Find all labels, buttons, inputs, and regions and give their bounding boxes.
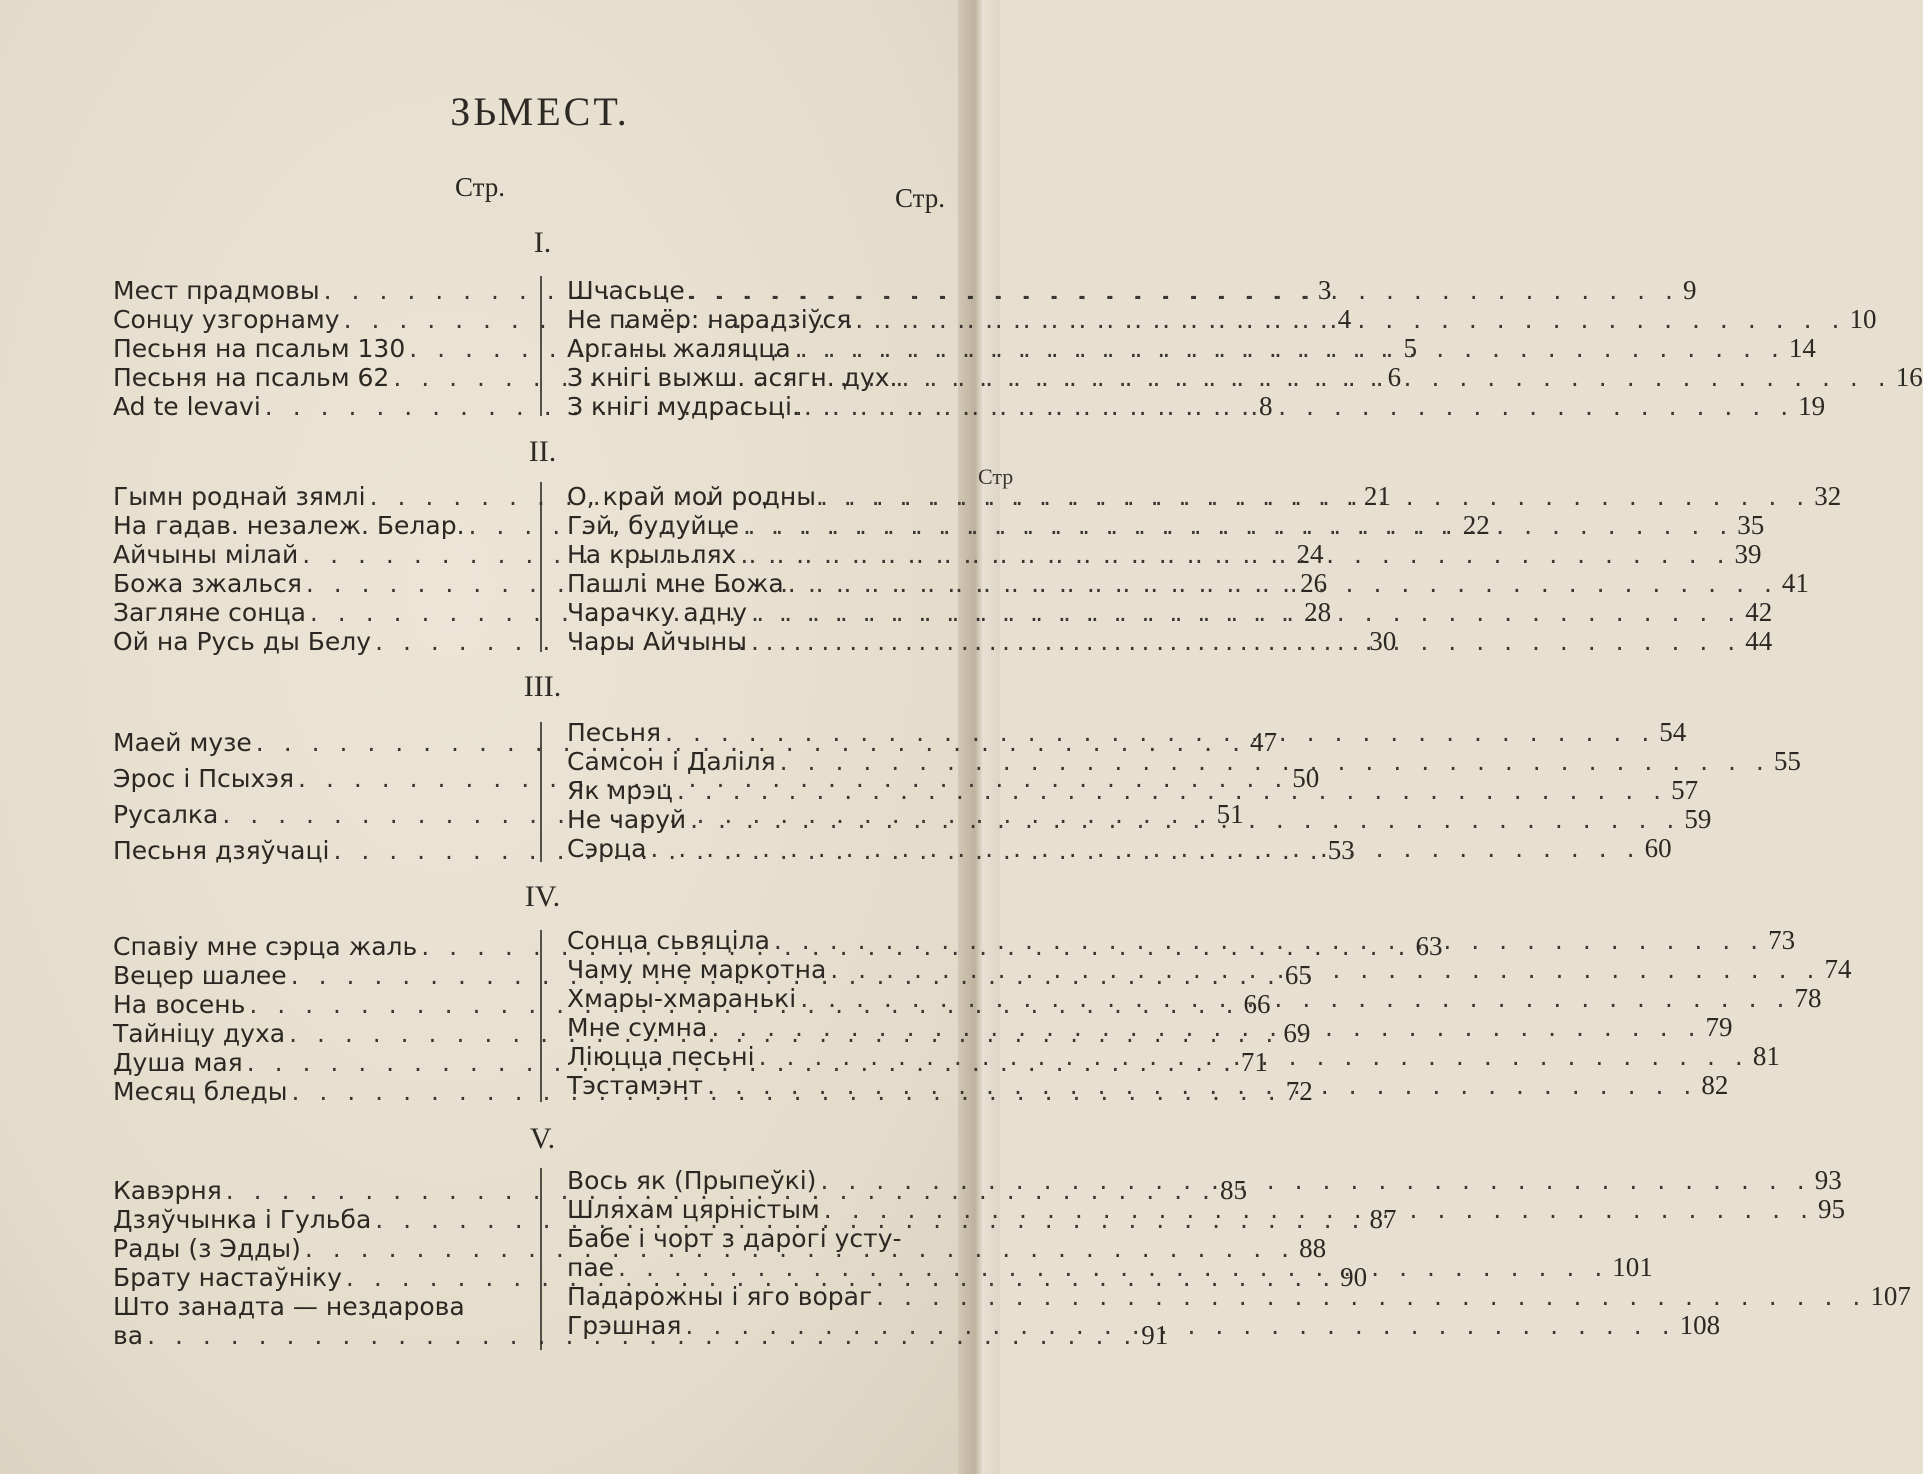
toc-entry: Арганы жаляцца . . . 14 (567, 334, 952, 363)
toc-entry: Русалка . . . 51 (113, 796, 513, 832)
section-number-1: I. (533, 226, 552, 259)
toc-entry: Сонца сьвяціла . . . 73 (567, 926, 952, 955)
section-number-5: V. (529, 1122, 556, 1155)
toc-entry: Песьня на псальм 130 . . . 5 (113, 334, 513, 363)
toc-entry: Тэстамэнт . . . 82 (567, 1071, 952, 1100)
toc-entry: Падарожны і яго вораг . . . 107 (567, 1282, 952, 1311)
section-number-4: IV. (524, 880, 561, 913)
toc-entry: Чарачку адну . . . 42 (567, 598, 952, 627)
toc-entry: На восень . . . 66 (113, 990, 513, 1019)
section-number-3: III. (523, 670, 562, 703)
toc-entry: Шляхам цярністым . . . 95 (567, 1195, 952, 1224)
toc-entry: На гадав. незалеж. Белар. . . . 22 (113, 511, 513, 540)
toc-entry: Ad te levavi . . . 8 (113, 392, 513, 421)
toc-entry: Не чаруй . . . 59 (567, 805, 952, 834)
toc-entry: Песьня на псальм 62 . . . 6 (113, 363, 513, 392)
toc-entry: Ой на Русь ды Белу . . . 30 (113, 627, 513, 656)
toc-entry: пае . . . 101 (567, 1253, 952, 1282)
section-number-2: II. (528, 435, 557, 468)
toc-entry: Не памёр: нарадзіўся . . . 10 (567, 305, 952, 334)
toc-entry: Бабе і чорт з дарогі усту- (567, 1224, 902, 1253)
toc-entry: Грэшная . . . 108 (567, 1311, 952, 1340)
page-title: ЗЬМЕСТ. (450, 89, 630, 134)
toc-entry: Як мрэц . . . 57 (567, 776, 952, 805)
toc-entry: Загляне сонца . . . 28 (113, 598, 513, 627)
toc-entry: Гымн роднай зямлі . . . 21 (113, 482, 513, 511)
toc-entry: Чары Айчыны . . . 44 (567, 627, 952, 656)
toc-entry: Гэй, будуйце . . . 35 (567, 511, 952, 540)
page-column-header-left: Стр. (455, 172, 506, 202)
toc-entry: На крыльлях . . . 39 (567, 540, 952, 569)
toc-entry: Песьня дзяўчаці . . . 53 (113, 832, 513, 868)
toc-entry: З кнігі выжш. асягн. дух. . . . 16 (567, 363, 952, 392)
toc-entry: Айчыны мілай . . . 24 (113, 540, 513, 569)
toc-entry: Мне сумна . . . 79 (567, 1013, 952, 1042)
next-page-edge-text: Стр (978, 464, 1014, 489)
toc-entry: Тайніцу духа . . . 69 (113, 1019, 513, 1048)
toc-entry: Брату настаўніку . . . 90 (113, 1263, 513, 1292)
toc-entry: Кавэрня . . . 85 (113, 1176, 513, 1205)
toc-entry: Эрос і Псыхэя . . . 50 (113, 760, 513, 796)
toc-entry: Песьня . . . 54 (567, 718, 952, 747)
toc-entry: Самсон і Даліля . . . 55 (567, 747, 952, 776)
toc-entry: ва . . . 91 (113, 1321, 513, 1350)
toc-entry: Спавіу мне сэрца жаль . . . 63 (113, 932, 513, 961)
toc-entry: Дзяўчынка і Гульба . . . 87 (113, 1205, 513, 1234)
toc-entry: Хмары-хмаранькі . . . 78 (567, 984, 952, 1013)
toc-entry: З кнігі мудрасьці. . . . 19 (567, 392, 952, 421)
toc-entry: Вось як (Прыпеўкі) . . . 93 (567, 1166, 952, 1195)
toc-entry: Душа мая . . . 71 (113, 1048, 513, 1077)
toc-entry: Божа зжалься . . . 26 (113, 569, 513, 598)
toc-entry: Што занадта — нездарова (113, 1292, 465, 1321)
toc-entry: Чаму мне маркотна . . . 74 (567, 955, 952, 984)
toc-entry: Мест прадмовы . . . 3 (113, 276, 513, 305)
page-column-header-right: Стр. (895, 183, 946, 213)
toc-entry: Сэрца . . . 60 (567, 834, 952, 863)
toc-entry: Месяц бледы . . . 72 (113, 1077, 513, 1106)
toc-entry: Ліюцца песьні . . . 81 (567, 1042, 952, 1071)
toc-entry: Пашлі мне Божа . . . 41 (567, 569, 952, 598)
toc-entry: Рады (з Эдды) . . . 88 (113, 1234, 513, 1263)
toc-entry: Маей музе . . . 47 (113, 724, 513, 760)
toc-entry: Шчасьце . . . 9 (567, 276, 952, 305)
toc-entry: Вецер шалее . . . 65 (113, 961, 513, 990)
toc-entry: О, край мой родны . . . 32 (567, 482, 952, 511)
toc-entry: Сонцу узгорнаму . . . 4 (113, 305, 513, 334)
